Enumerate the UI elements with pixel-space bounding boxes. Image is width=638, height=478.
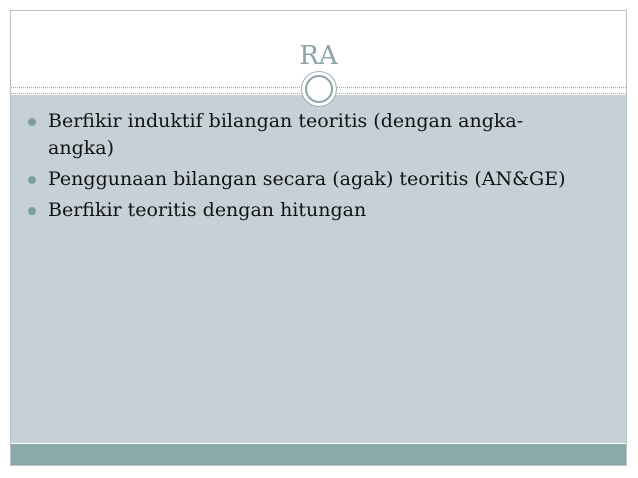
bullet-icon <box>28 207 36 215</box>
list-item <box>26 166 586 193</box>
slide-title: RA <box>299 41 338 71</box>
bullet-icon <box>28 118 36 126</box>
list-item <box>26 197 586 224</box>
bullet-text: Penggunaan bilangan secara (agak) teoritis (AN&GE) <box>48 168 566 190</box>
bullet-list <box>26 108 586 228</box>
list-item <box>26 108 586 162</box>
bullet-text: Berfikir teoritis dengan hitungan <box>48 199 367 221</box>
footer-bar <box>11 444 626 465</box>
circle-ornament-inner-icon <box>305 75 333 103</box>
bullet-icon <box>28 176 36 184</box>
bullet-text: Berfikir induktif bilangan teoritis (dengan angka-angka) <box>48 110 524 159</box>
